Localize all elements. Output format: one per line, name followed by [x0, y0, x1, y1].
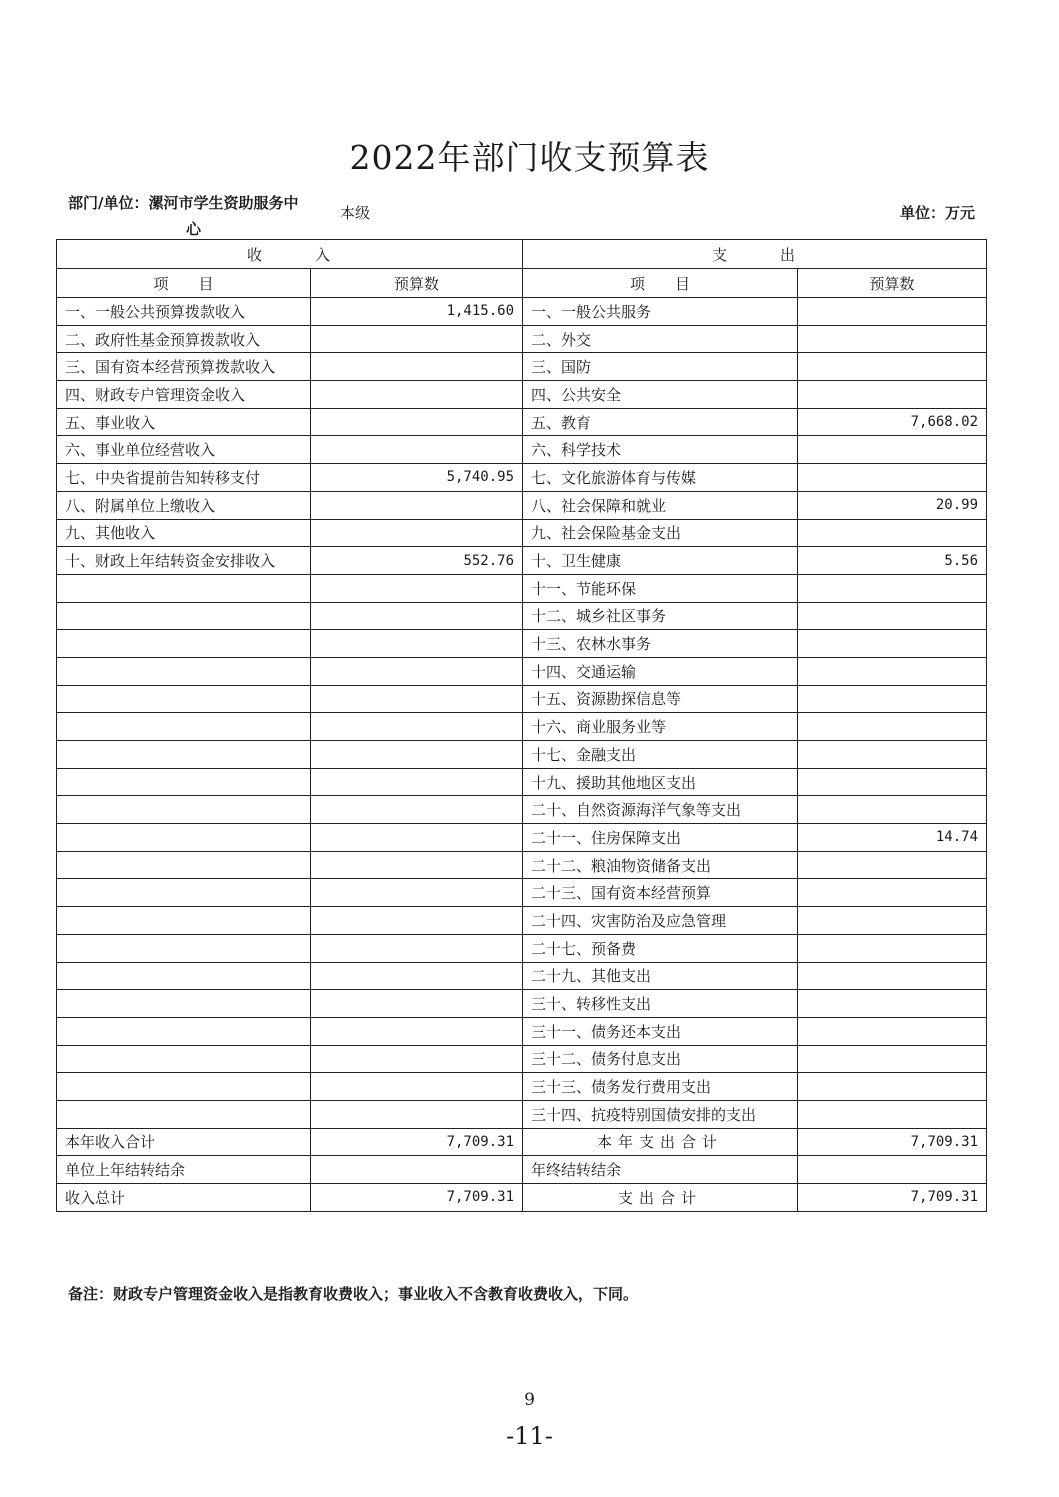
income-item-cell: 九、其他收入 [57, 519, 311, 547]
income-value-cell [311, 436, 523, 464]
table-row [57, 298, 987, 326]
income-value-cell [311, 907, 523, 935]
income-item-cell: 收入总计 [57, 1184, 311, 1212]
expense-value-cell [798, 1100, 987, 1128]
income-item-cell [57, 1045, 311, 1073]
income-item-cell: 一、一般公共预算拨款收入 [57, 298, 311, 326]
income-value-cell [311, 713, 523, 741]
expense-value-cell [798, 519, 987, 547]
income-value-cell [311, 1045, 523, 1073]
expense-item-cell: 十五、资源勘探信息等 [523, 685, 798, 713]
expense-item-cell: 三十四、抗疫特别国债安排的支出 [523, 1100, 798, 1128]
expense-value-cell [798, 381, 987, 409]
income-value-cell [311, 408, 523, 436]
income-value-cell [311, 1156, 523, 1184]
expense-item-cell: 二十七、预备费 [523, 934, 798, 962]
expense-item-cell: 十、卫生健康 [523, 547, 798, 575]
table-row [57, 381, 987, 409]
income-item-cell: 三、国有资本经营预算拨款收入 [57, 353, 311, 381]
department-name-line1: 部门/单位：漯河市学生资助服务中 [68, 194, 299, 212]
income-item-cell [57, 713, 311, 741]
income-value-cell: 7,709.31 [311, 1184, 523, 1212]
expense-item-cell: 十三、农林水事务 [523, 630, 798, 658]
expense-value-cell [798, 713, 987, 741]
expense-item-cell: 三十三、债务发行费用支出 [523, 1073, 798, 1101]
income-value-cell [311, 353, 523, 381]
expense-item-cell: 本年支出合计 [523, 1128, 798, 1156]
unit-label: 单位：万元 [899, 204, 975, 222]
expense-value-cell [798, 962, 987, 990]
income-value-cell [311, 1100, 523, 1128]
table-row [57, 325, 987, 353]
expense-value-cell [798, 851, 987, 879]
income-value-cell: 5,740.95 [311, 464, 523, 492]
expense-item-cell: 三十一、债务还本支出 [523, 1017, 798, 1045]
inner-page-number: 9 [524, 1390, 535, 1410]
expense-value-cell [798, 574, 987, 602]
expense-item-cell: 七、文化旅游体育与传媒 [523, 464, 798, 492]
expense-item-cell: 年终结转结余 [523, 1156, 798, 1184]
income-value-cell [311, 685, 523, 713]
total-row [57, 1128, 987, 1156]
expense-value-cell [798, 298, 987, 326]
table-row [57, 602, 987, 630]
income-item-cell [57, 1017, 311, 1045]
expense-value-cell [798, 1017, 987, 1045]
income-value-cell [311, 824, 523, 852]
expense-item-cell: 四、公共安全 [523, 381, 798, 409]
expense-item-cell: 九、社会保险基金支出 [523, 519, 798, 547]
income-item-cell: 单位上年结转结余 [57, 1156, 311, 1184]
expense-item-cell: 八、社会保障和就业 [523, 491, 798, 519]
expense-item-cell: 三十二、债务付息支出 [523, 1045, 798, 1073]
income-item-cell [57, 768, 311, 796]
footnote: 备注：财政专户管理资金收入是指教育收费收入；事业收入不含教育收费收入，下同。 [68, 1285, 639, 1303]
department-level: 本级 [340, 204, 371, 222]
expense-item-cell: 一、一般公共服务 [523, 298, 798, 326]
table-row [57, 547, 987, 575]
income-value-cell [311, 1017, 523, 1045]
expense-value-cell: 7,709.31 [798, 1128, 987, 1156]
expense-item-cell: 三、国防 [523, 353, 798, 381]
income-section-header: 收 入 [57, 240, 523, 269]
income-item-header: 项 目 [57, 269, 311, 298]
section-header-row [57, 240, 987, 269]
expense-value-cell [798, 353, 987, 381]
table-row [57, 1073, 987, 1101]
expense-value-cell: 20.99 [798, 491, 987, 519]
expense-value-cell [798, 602, 987, 630]
income-value-cell [311, 741, 523, 769]
expense-item-cell: 十四、交通运输 [523, 657, 798, 685]
income-value-cell [311, 491, 523, 519]
income-item-cell [57, 1073, 311, 1101]
income-item-cell [57, 574, 311, 602]
expense-value-cell [798, 685, 987, 713]
income-item-cell: 二、政府性基金预算拨款收入 [57, 325, 311, 353]
expense-value-cell: 7,668.02 [798, 408, 987, 436]
income-value-cell: 7,709.31 [311, 1128, 523, 1156]
income-value-cell: 552.76 [311, 547, 523, 575]
income-value-cell [311, 768, 523, 796]
expense-item-cell: 十一、节能环保 [523, 574, 798, 602]
income-item-cell: 七、中央省提前告知转移支付 [57, 464, 311, 492]
income-value-cell [311, 962, 523, 990]
expense-item-cell: 二、外交 [523, 325, 798, 353]
income-item-cell [57, 934, 311, 962]
income-item-cell [57, 990, 311, 1018]
income-item-cell [57, 602, 311, 630]
income-value-cell [311, 602, 523, 630]
table-row [57, 519, 987, 547]
budget-table-body [57, 240, 987, 1212]
department-label [68, 190, 323, 242]
income-item-cell: 四、财政专户管理资金收入 [57, 381, 311, 409]
expense-item-cell: 二十三、国有资本经营预算 [523, 879, 798, 907]
income-item-cell [57, 630, 311, 658]
table-row [57, 574, 987, 602]
expense-value-cell [798, 796, 987, 824]
income-value-cell [311, 851, 523, 879]
expense-value-cell [798, 630, 987, 658]
income-value-cell [311, 990, 523, 1018]
table-row [57, 851, 987, 879]
income-value-cell [311, 381, 523, 409]
income-item-cell [57, 685, 311, 713]
expense-item-cell: 支出合计 [523, 1184, 798, 1212]
table-row [57, 741, 987, 769]
expense-value-cell: 5.56 [798, 547, 987, 575]
table-row [57, 824, 987, 852]
table-row [57, 1100, 987, 1128]
expense-value-cell [798, 934, 987, 962]
table-row [57, 962, 987, 990]
income-value-cell [311, 574, 523, 602]
income-item-cell [57, 741, 311, 769]
expense-item-cell: 二十一、住房保障支出 [523, 824, 798, 852]
expense-value-cell [798, 879, 987, 907]
income-item-cell: 五、事业收入 [57, 408, 311, 436]
income-value-cell [311, 630, 523, 658]
expense-item-cell: 二十、自然资源海洋气象等支出 [523, 796, 798, 824]
table-row [57, 630, 987, 658]
income-value-cell [311, 934, 523, 962]
expense-value-cell [798, 464, 987, 492]
expense-value-cell [798, 768, 987, 796]
expense-item-cell: 三十、转移性支出 [523, 990, 798, 1018]
table-row [57, 408, 987, 436]
expense-item-cell: 十七、金融支出 [523, 741, 798, 769]
income-item-cell [57, 1100, 311, 1128]
expense-item-cell: 十六、商业服务业等 [523, 713, 798, 741]
table-row [57, 1017, 987, 1045]
table-row [57, 796, 987, 824]
expense-value-cell [798, 990, 987, 1018]
expense-value-cell: 7,709.31 [798, 1184, 987, 1212]
expense-item-cell: 二十二、粮油物资储备支出 [523, 851, 798, 879]
total-row [57, 1184, 987, 1212]
total-row [57, 1156, 987, 1184]
table-row [57, 1045, 987, 1073]
income-item-cell: 本年收入合计 [57, 1128, 311, 1156]
table-row [57, 464, 987, 492]
income-value-cell [311, 325, 523, 353]
table-row [57, 713, 987, 741]
expense-item-cell: 十二、城乡社区事务 [523, 602, 798, 630]
income-item-cell: 八、附属单位上缴收入 [57, 491, 311, 519]
table-row [57, 768, 987, 796]
income-item-cell [57, 851, 311, 879]
department-name-line2: 心 [186, 220, 202, 238]
expense-item-cell: 六、科学技术 [523, 436, 798, 464]
income-item-cell [57, 796, 311, 824]
expense-item-header: 项 目 [523, 269, 798, 298]
expense-item-cell: 二十九、其他支出 [523, 962, 798, 990]
income-item-cell: 六、事业单位经营收入 [57, 436, 311, 464]
table-row [57, 934, 987, 962]
expense-value-cell [798, 1045, 987, 1073]
income-value-cell: 1,415.60 [311, 298, 523, 326]
table-row [57, 657, 987, 685]
table-row [57, 879, 987, 907]
expense-item-cell: 二十四、灾害防治及应急管理 [523, 907, 798, 935]
expense-value-cell [798, 1073, 987, 1101]
income-item-cell [57, 657, 311, 685]
expense-value-cell [798, 1156, 987, 1184]
income-item-cell: 十、财政上年结转资金安排收入 [57, 547, 311, 575]
expense-value-cell [798, 436, 987, 464]
income-value-cell [311, 879, 523, 907]
income-item-cell [57, 879, 311, 907]
expense-value-cell [798, 657, 987, 685]
table-row [57, 491, 987, 519]
expense-item-cell: 五、教育 [523, 408, 798, 436]
table-row [57, 685, 987, 713]
expense-item-cell: 十九、援助其他地区支出 [523, 768, 798, 796]
income-item-cell [57, 962, 311, 990]
table-row [57, 907, 987, 935]
budget-table [56, 239, 987, 1212]
expense-value-cell [798, 907, 987, 935]
expense-value-cell [798, 325, 987, 353]
table-row [57, 436, 987, 464]
income-value-cell [311, 519, 523, 547]
income-item-cell [57, 907, 311, 935]
column-header-row [57, 269, 987, 298]
expense-budget-header: 预算数 [798, 269, 987, 298]
income-item-cell [57, 824, 311, 852]
income-value-cell [311, 657, 523, 685]
table-row [57, 353, 987, 381]
page-title: 2022年部门收支预算表 [349, 138, 710, 177]
income-value-cell [311, 1073, 523, 1101]
expense-value-cell: 14.74 [798, 824, 987, 852]
income-value-cell [311, 796, 523, 824]
table-row [57, 990, 987, 1018]
income-budget-header: 预算数 [311, 269, 523, 298]
outer-page-number: -11- [506, 1422, 553, 1450]
expense-section-header: 支 出 [523, 240, 987, 269]
expense-value-cell [798, 741, 987, 769]
